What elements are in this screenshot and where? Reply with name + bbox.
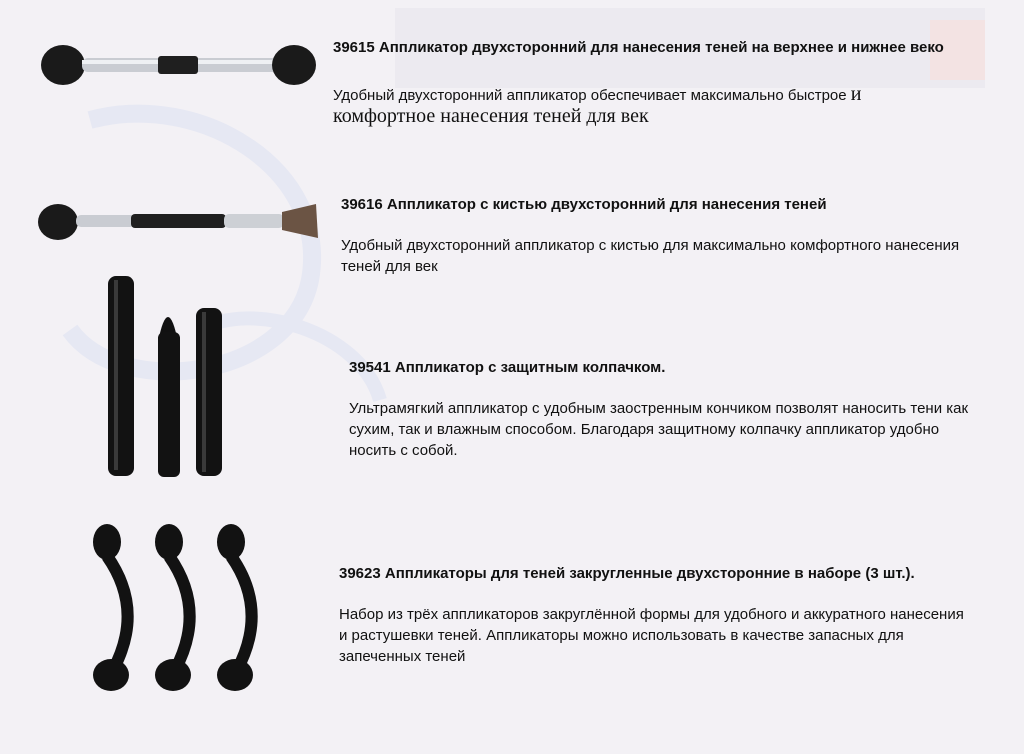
product-1 <box>333 38 958 128</box>
applicator-brush-icon <box>36 196 321 246</box>
product-4 <box>339 564 969 667</box>
product-2 <box>341 195 971 277</box>
product-2-description: Удобный двухсторонний аппликатор с кистью для максимально комфортного нанесения теней для век <box>341 237 960 275</box>
product-4-description: Набор из трёх аппликаторов закруглённой формы для удобного и аккуратного нанесения и растушевки теней. Аппликаторы можно использовать в качестве запасных для запеченных теней <box>339 606 964 665</box>
product-3-title: 39541 Аппликатор с защитным колпачком. <box>349 359 666 376</box>
curved-applicators-icon <box>85 520 285 700</box>
product-1-description-tail: и комфортное нанесения теней для век <box>333 83 862 127</box>
product-4-title: 39623 Аппликаторы для теней закругленные двухсторонние в наборе (3 шт.). <box>339 565 915 582</box>
product-1-description-main: Удобный двухсторонний аппликатор обеспечивает максимально быстрое <box>333 87 851 104</box>
product-2-title: 39616 Аппликатор с кистью двухсторонний для нанесения теней <box>341 196 827 213</box>
product-1-description <box>333 84 958 128</box>
product-1-title: 39615 Аппликатор двухсторонний для нанесения теней на верхнее и нижнее веко <box>333 39 944 56</box>
product-3 <box>349 358 969 461</box>
product-3-description: Ультрамягкий аппликатор с удобным заостренным кончиком позволят наносить тени как сухим, так и влажным способом. Благодаря защитному колпачку аппликатор удобно носить с собой. <box>349 400 969 459</box>
applicator-cap-icon <box>100 272 230 482</box>
applicator-double-icon <box>38 38 323 93</box>
